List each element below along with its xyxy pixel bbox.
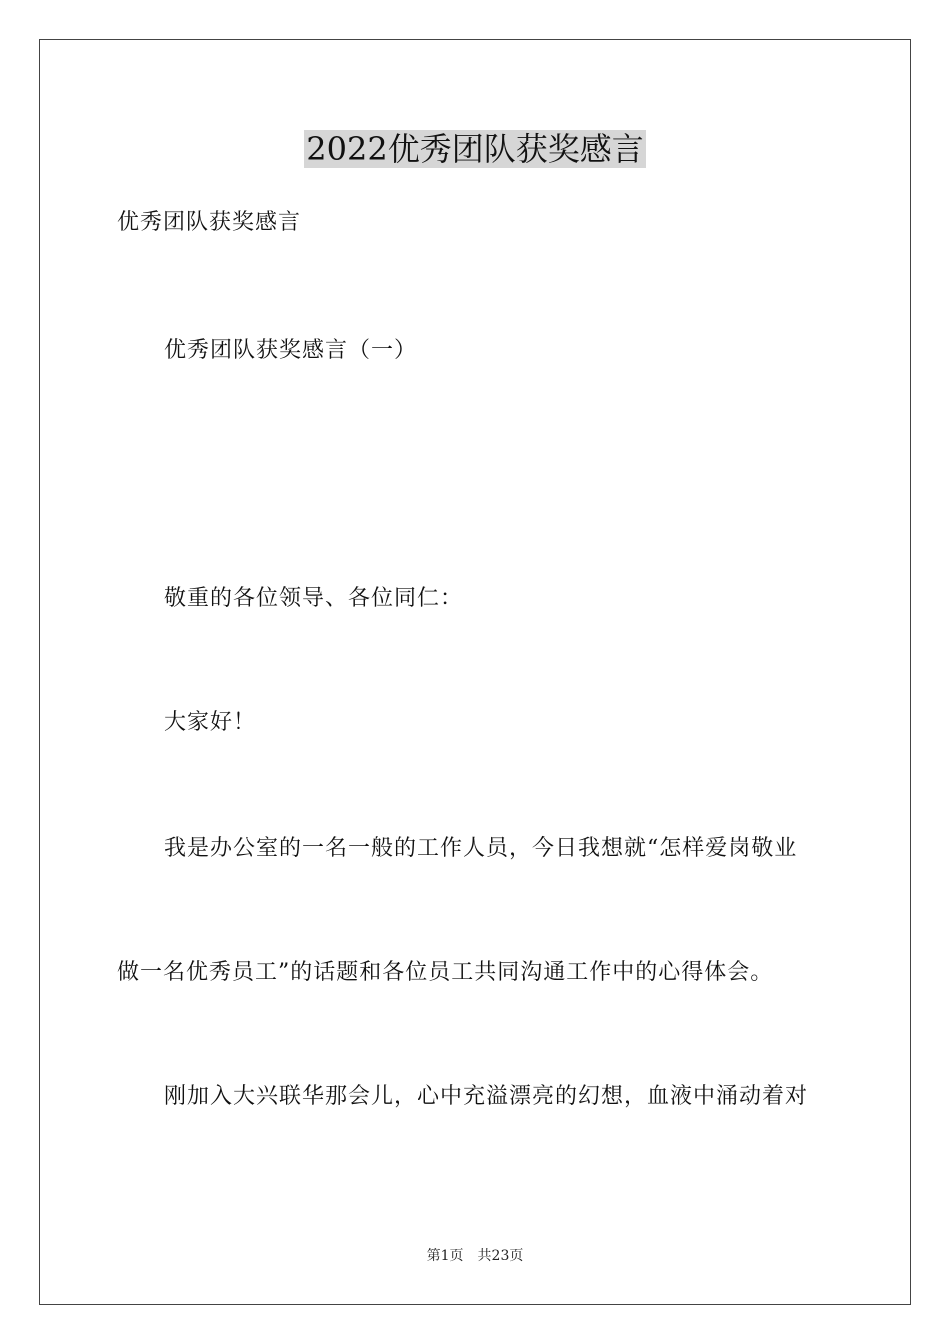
greeting: 大家好！ — [164, 710, 257, 735]
paragraph-line: 刚加入大兴联华那会儿，心中充溢漂亮的幻想，血液中涌动着对 — [164, 1084, 809, 1109]
paragraph-line: 做一名优秀员工”的话题和各位员工共同沟通工作中的心得体会。 — [117, 960, 774, 985]
page-number: 第1页 — [426, 1248, 464, 1264]
paragraph-line: 我是办公室的一名一般的工作人员，今日我想就“怎样爱岗敬业 — [164, 836, 798, 861]
page-total: 共23页 — [477, 1248, 524, 1264]
document-title: 2022优秀团队获奖感言 — [306, 130, 644, 168]
section-heading: 优秀团队获奖感言（一） — [164, 338, 418, 363]
page-footer — [0, 1247, 950, 1265]
salutation: 敬重的各位领导、各位同仁： — [164, 586, 464, 611]
paragraph-heading: 优秀团队获奖感言 — [117, 210, 302, 235]
